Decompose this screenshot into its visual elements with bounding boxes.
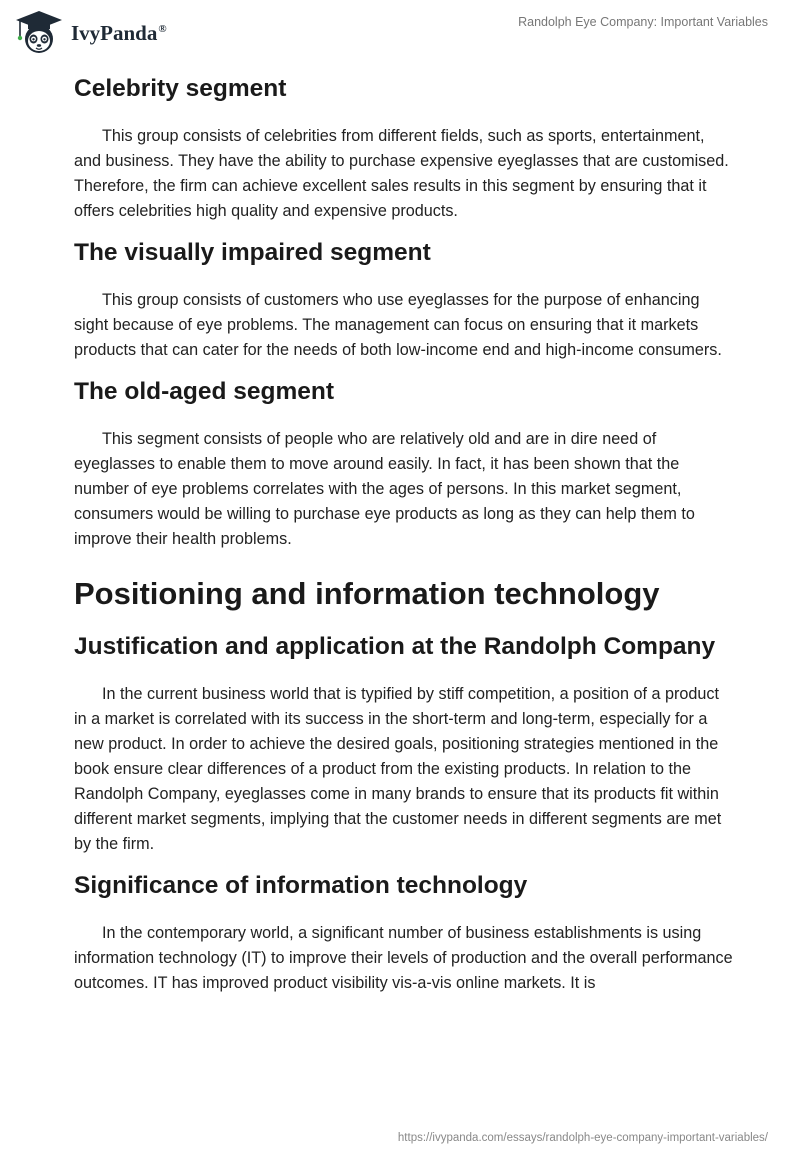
document-title: Randolph Eye Company: Important Variables xyxy=(518,15,768,29)
paragraph-old-aged-segment: This segment consists of people who are relatively old and are in dire need of eyeglasses to enable them to move around easily. In fact, it has been shown that the number of eye problems correlates with the ages of persons. In this market segment, consumers would be willing to purchase eye products as long as they can help them to improve their health problems. xyxy=(74,430,695,548)
panda-graduate-icon xyxy=(14,9,64,55)
heading-celebrity-segment: Celebrity segment xyxy=(74,75,287,102)
paragraph-visually-impaired-segment: This group consists of customers who use eyeglasses for the purpose of enhancing sight because of eye problems. The management can focus on ensuring that it markets products that can cater for the needs of both low-income end and high-income consumers. xyxy=(74,291,722,359)
brand-name: IvyPanda® xyxy=(71,20,167,45)
essay-content xyxy=(74,72,734,996)
heading-positioning-and-it: Positioning and information technology xyxy=(74,576,660,611)
heading-old-aged-segment: The old-aged segment xyxy=(74,378,335,405)
paragraph-celebrity-segment: This group consists of celebrities from different fields, such as sports, entertainment, and business. They have the ability to purchase expensive eyeglasses that are customised. Therefore, the firm can achieve excellent sales results in this segment by ensuring that it offers celebrities high quality and expensive products. xyxy=(74,127,729,220)
source-url[interactable]: https://ivypanda.com/essays/randolph-eye-company-important-variables/ xyxy=(397,1132,768,1144)
page-header xyxy=(0,0,800,64)
heading-visually-impaired-segment: The visually impaired segment xyxy=(74,239,431,266)
heading-significance-of-it: Significance of information technology xyxy=(74,872,528,899)
paragraph-justification-and-application: In the current business world that is typified by stiff competition, a position of a product in a market is correlated with its success in the short-term and long-term, especially for a new product. In order to achieve the desired goals, positioning strategies mentioned in the book ensure clear differences of a product from the existing products. In relation to the Randolph Company, eyeglasses come in many brands to ensure that its products fit within different market segments, implying that the customer needs in different segments are met by the firm. xyxy=(74,685,722,853)
ivypanda-logo[interactable] xyxy=(14,9,167,55)
heading-justification-and-application: Justification and application at the Randolph Company xyxy=(74,633,716,660)
paragraph-significance-of-it: In the contemporary world, a significant number of business establishments is using information technology (IT) to improve their levels of production and the overall performance outcomes. IT has improved product visibility vis-a-vis online markets. It is xyxy=(74,924,733,992)
